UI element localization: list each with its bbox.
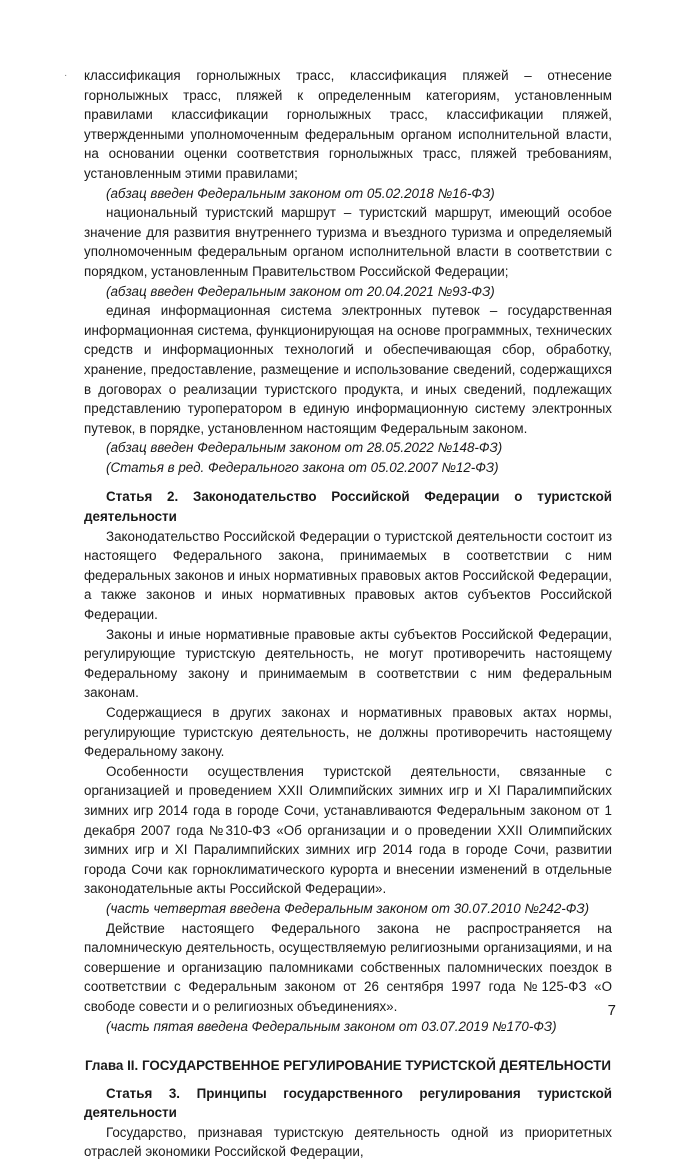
chapter-2-title: Глава II. ГОСУДАРСТВЕННОЕ РЕГУЛИРОВАНИЕ ТУРИСТСКОЙ ДЕЯТЕЛЬНОСТИ	[84, 1058, 611, 1074]
paragraph-national-route: национальный туристский маршрут – туристский маршрут, имеющий особое значение для развития внутреннего туризма и въездного туризма и определяемый уполномоченным федеральным органом исполнительной власти в соответствии с порядком, установленным Правительством Российской Федерации;	[84, 205, 612, 279]
amendment-note: (абзац введен Федеральным законом от 05.02.2018 №16-ФЗ)	[106, 185, 495, 201]
paragraph: Особенности осуществления туристской деятельности, связанные с организацией и проведением XXII Олимпийских зимних игр и XI Паралимпийских зимних игр 2014 года в городе Сочи, устанавливаются Федеральным законом от 1 декабря 2007 года №310-ФЗ «Об организации и о проведении XXII Олимпийских зимних игр и XI Паралимпийских зимних игр 2014 года в городе Сочи, развитии города Сочи как горноклиматического курорта и внесении изменений в отдельные законодательные акты Российской Федерации».	[84, 763, 612, 897]
amendment-note: (абзац введен Федеральным законом от 20.04.2021 №93-ФЗ)	[106, 283, 495, 299]
paragraph: Государство, признавая туристскую деятельность одной из приоритетных отраслей экономики Российской Федерации,	[84, 1124, 612, 1160]
amendment-note: (Статья в ред. Федерального закона от 05.02.2007 №12-ФЗ)	[106, 459, 499, 475]
paragraph-ski-beach-classification: классификация горнолыжных трасс, классификация пляжей – отнесение горнолыжных трасс, пляжей к определенным категориям, установленным правилами классификации горнолыжных трасс, классификации пляжей, утвержденными уполномоченным федеральным органом исполнительной власти, на основании оценки соответствия горнолыжных трасс, пляжей требованиям, установленным этими правилами;	[84, 68, 612, 181]
document-page	[84, 66, 612, 1162]
paragraph: Содержащиеся в других законах и нормативных правовых актах нормы, регулирующие туристскую деятельность, не должны противоречить настоящему Федеральному закону.	[84, 705, 612, 760]
amendment-note: (часть пятая введена Федеральным законом от 03.07.2019 №170-ФЗ)	[106, 1018, 557, 1034]
amendment-note: (часть четвертая введена Федеральным законом от 30.07.2010 №242-ФЗ)	[106, 900, 590, 916]
scan-speck: ·	[64, 70, 68, 81]
paragraph: Действие настоящего Федерального закона не распространяется на паломническую деятельность, осуществляемую религиозными организациями, и на совершение и организацию паломниками собственных паломнических поездок в соответствии с Федеральным законом от 26 сентября 1997 года №125-ФЗ «О свободе совести и о религиозных объединениях».	[84, 920, 612, 1014]
paragraph: Законодательство Российской Федерации о туристской деятельности состоит из настоящего Федерального закона, принимаемых в соответствии с ним федеральных законов и иных нормативных правовых актов Российской Федерации, а также законов и иных нормативных правовых актов субъектов Российской Федерации.	[84, 528, 612, 623]
amendment-note: (абзац введен Федеральным законом от 28.05.2022 №148-ФЗ)	[106, 440, 503, 456]
article-3-heading: Статья 3. Принципы государственного регулирования туристской деятельности	[84, 1085, 612, 1121]
article-2-heading: Статья 2. Законодательство Российской Федерации о туристской деятельности	[84, 489, 612, 525]
page-number: 7	[607, 1002, 616, 1019]
paragraph-info-system: единая информационная система электронных путевок – государственная информационная система, функционирующая на основе программных, технических средств и информационных технологий и обеспечивающая сбор, обработку, хранение, предоставление, размещение и использование сведений, содержащихся в договорах о реализации туристского продукта, и иных сведений, подлежащих представлению туроператором в единую информационную систему электронных путевок, в порядке, установленном настоящим Федеральным законом.	[84, 303, 612, 436]
paragraph: Законы и иные нормативные правовые акты субъектов Российской Федерации, регулирующие туристскую деятельность, не могут противоречить настоящему Федеральному закону и принимаемым в соответствии с ним федеральным законам.	[84, 626, 612, 701]
